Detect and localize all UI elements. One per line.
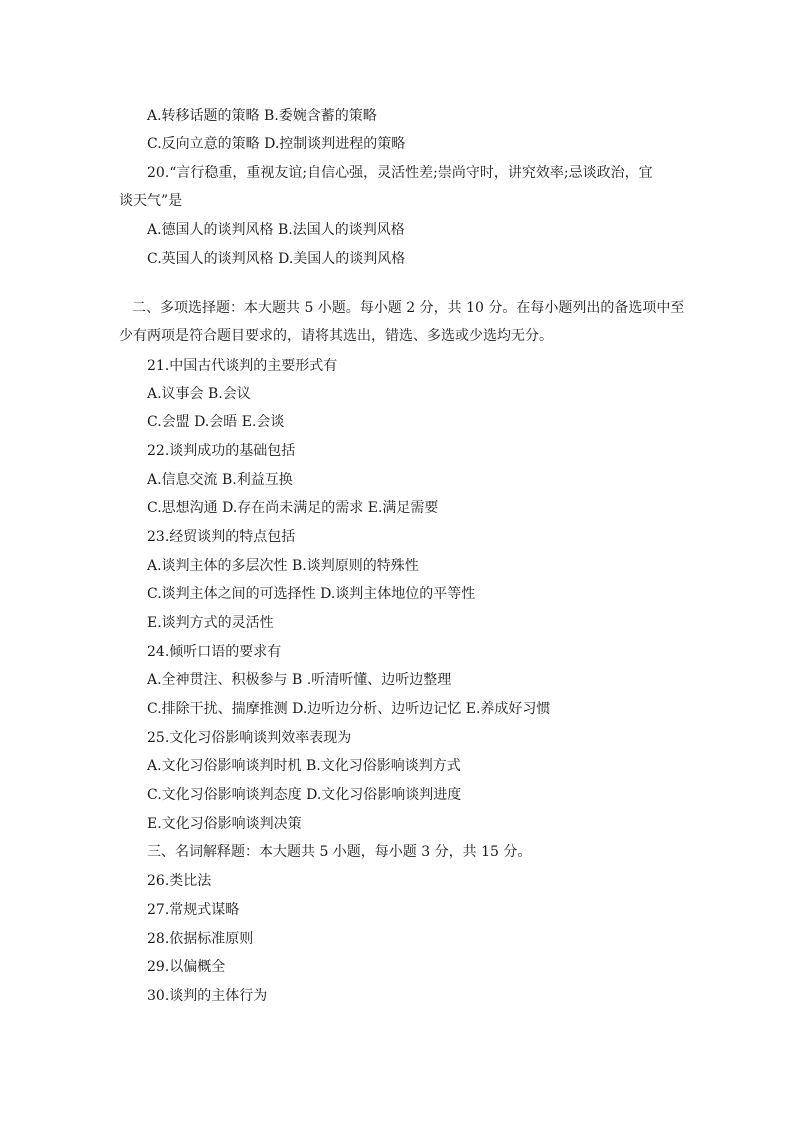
q24-stem: 24.倾听口语的要求有 (147, 644, 282, 660)
q22-options-ab: A.信息交流 B.利益互换 (147, 472, 293, 488)
q21-stem: 21.中国古代谈判的主要形式有 (147, 358, 338, 374)
q20-stem-line2: 谈天气”是 (119, 193, 183, 209)
q22-options-cde: C.思想沟通 D.存在尚未满足的需求 E.满足需要 (147, 500, 439, 516)
q30: 30.谈判的主体行为 (147, 988, 268, 1004)
q24-options-ab: A.全神贯注、积极参与 B .听清听懂、边听边整理 (147, 672, 452, 688)
q21-options-ab: A.议事会 B.会议 (147, 386, 251, 402)
q19-options-cd: C.反向立意的策略 D.控制谈判进程的策略 (147, 136, 406, 152)
q25-stem: 25.文化习俗影响谈判效率表现为 (147, 730, 352, 746)
q20-stem-line1: 20.“言行稳重，重视友谊;自信心强，灵活性差;崇尚守时，讲究效率;忌谈政治，宜 (147, 165, 653, 181)
q25-options-cd: C.文化习俗影响谈判态度 D.文化习俗影响谈判进度 (147, 787, 462, 803)
q23-options-ab: A.谈判主体的多层次性 B.谈判原则的特殊性 (147, 558, 419, 574)
q19-options-ab: A.转移话题的策略 B.委婉含蓄的策略 (147, 108, 377, 124)
q23-option-e: E.谈判方式的灵活性 (147, 615, 274, 631)
q27: 27.常规式谋略 (147, 902, 240, 918)
q28: 28.依据标准原则 (147, 931, 254, 947)
section-2-heading-line2: 少有两项是符合题目要求的，请将其选出，错选、多选或少选均无分。 (119, 328, 553, 344)
q20-options-ab: A.德国人的谈判风格 B.法国人的谈判风格 (147, 222, 405, 238)
q29: 29.以偏概全 (147, 959, 226, 975)
q21-options-cde: C.会盟 D.会晤 E.会谈 (147, 414, 285, 430)
q25-options-ab: A.文化习俗影响谈判时机 B.文化习俗影响谈判方式 (147, 758, 461, 774)
q20-options-cd: C.英国人的谈判风格 D.美国人的谈判风格 (147, 251, 406, 267)
q23-stem: 23.经贸谈判的特点包括 (147, 529, 296, 545)
q25-option-e: E.文化习俗影响谈判决策 (147, 816, 302, 832)
q24-options-cde: C.排除干扰、揣摩推测 D.边听边分析、边听边记忆 E.养成好习惯 (147, 701, 551, 717)
q26: 26.类比法 (147, 873, 212, 889)
section-2-heading-line1: 二、多项选择题：本大题共 5 小题。每小题 2 分，共 10 分。在每小题列出的备选项中至 (132, 300, 685, 316)
q22-stem: 22.谈判成功的基础包括 (147, 443, 296, 459)
section-3-heading: 三、名词解释题：本大题共 5 小题，每小题 3 分，共 15 分。 (147, 844, 532, 860)
q23-options-cd: C.谈判主体之间的可选择性 D.谈判主体地位的平等性 (147, 586, 476, 602)
